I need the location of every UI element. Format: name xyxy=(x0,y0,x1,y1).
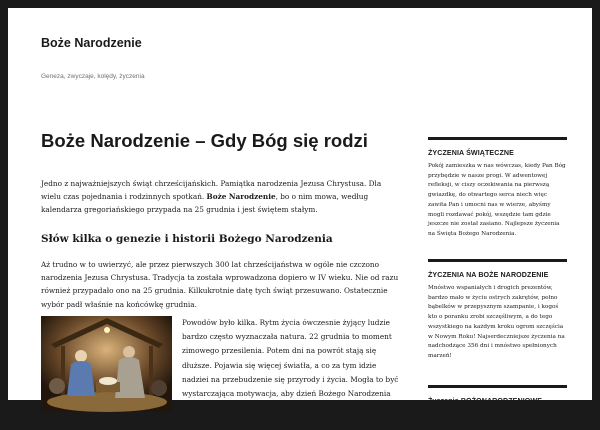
widget-text: Pokój zamieszka w nas wówczas, kiedy Pan Bóg przybędzie w naszе progi. W adwentowej refleksji, w ciszy oczekiwania na pierwszą gwiazdkę, do otwartego serca niech więc zawita Pan i umocni nas w wierze, abyśmy mogli rozdawać pokój, wszędzie tam gdzie jeszcze nie został zasiano. Najlepsze życzenia na Święta Bożego Narodzenia. xyxy=(428,163,566,237)
intro-bold-text: Boże Narodzenie xyxy=(206,192,276,202)
widget-zyczenia-bozonarodzeniowe xyxy=(428,385,567,405)
article-paragraph-2: Aż trudno w to uwierzyć, ale przez pierwszych 300 lat chrześcijaństwa w ogóle nie czczono narodzenia Jezusa Chrystusa. Tradycja ta została wprowadzona dopiero w IV wieku. Nie od razu również przypadało ono na 25 grudnia. Kilkukrotnie datę tych świąt przesuwano. Ostatecznie wybór padł właśnie na końcówkę grudnia. xyxy=(41,260,399,309)
article-intro-paragraph xyxy=(41,177,403,217)
widget-title: ŻYCZENIA NA BOŻE NARODZENIE xyxy=(428,271,549,279)
article-paragraph-3: Powodów było kilka. Rytm życia ówczesnie żyjący ludzie bardzo często wyznaczała natura. 22 grudnia to moment zimowego przesilenia. Potem dni na powrót stają się dłuższe. Pojawia się więcej światła, a co za tym idzie nadziei na przebudzenie się przyrody i życia. Mogła to być wystarczająca motywacja, aby dzień Bożego Narodzenia wyznaczyć właśnie wtedy, wszak święto to dla chrześcijan oznaczało pojawienie się nowej xyxy=(182,318,399,427)
page xyxy=(8,8,592,427)
widget-title: ŻYCZENIA ŚWIĄTECZNE xyxy=(428,149,514,157)
intro-text-1: Jedno z najważniejszych świąt chrześcijańskich. Pamiątka narodzenia Jezusa Chrystusa. Dla wielu czas pojednania i rodzinnych spotkań. xyxy=(41,179,382,202)
site-title-link[interactable]: Boże Narodzenie xyxy=(41,36,142,50)
nativity-image[interactable] xyxy=(41,316,172,412)
widget-text: Mnóstwo wspaniałych i drogich prezentów, bardzo mało w życiu ostrych zakrętów, pełno bąbelków w przepysznym szampanie, i kogoś kto o poranku zrobi szczęśliwym, a do tego wszystkiego na każdym kroku ogrom szczęścia w Nowym Roku! Najserdeczniejsze życzenia na nadchodzące 356 dni i mnóstwo spełnionych marzeń! xyxy=(428,285,565,359)
nativity-scene-illustration xyxy=(41,316,172,412)
main-content xyxy=(41,130,403,427)
widget-zyczenia-boze-narodzenie xyxy=(428,259,567,362)
section-heading: Słów kilka o genezie i historii Bożego Narodzenia xyxy=(41,233,333,245)
widget-title: Życzenia BOŻONARODZENIOWE xyxy=(428,397,543,405)
article-title: Boże Narodzenie – Gdy Bóg się rodzi xyxy=(41,130,368,151)
site-description: Geneza, zwyczaje, kolędy, życzenia xyxy=(41,73,145,80)
widget-zyczenia-swiateczne xyxy=(428,137,567,240)
intro-text-2: , bo o nim mowa, według kalendarza gregoriańskiego przypada na 25 grudnia i jest świętem stałym. xyxy=(41,192,369,215)
